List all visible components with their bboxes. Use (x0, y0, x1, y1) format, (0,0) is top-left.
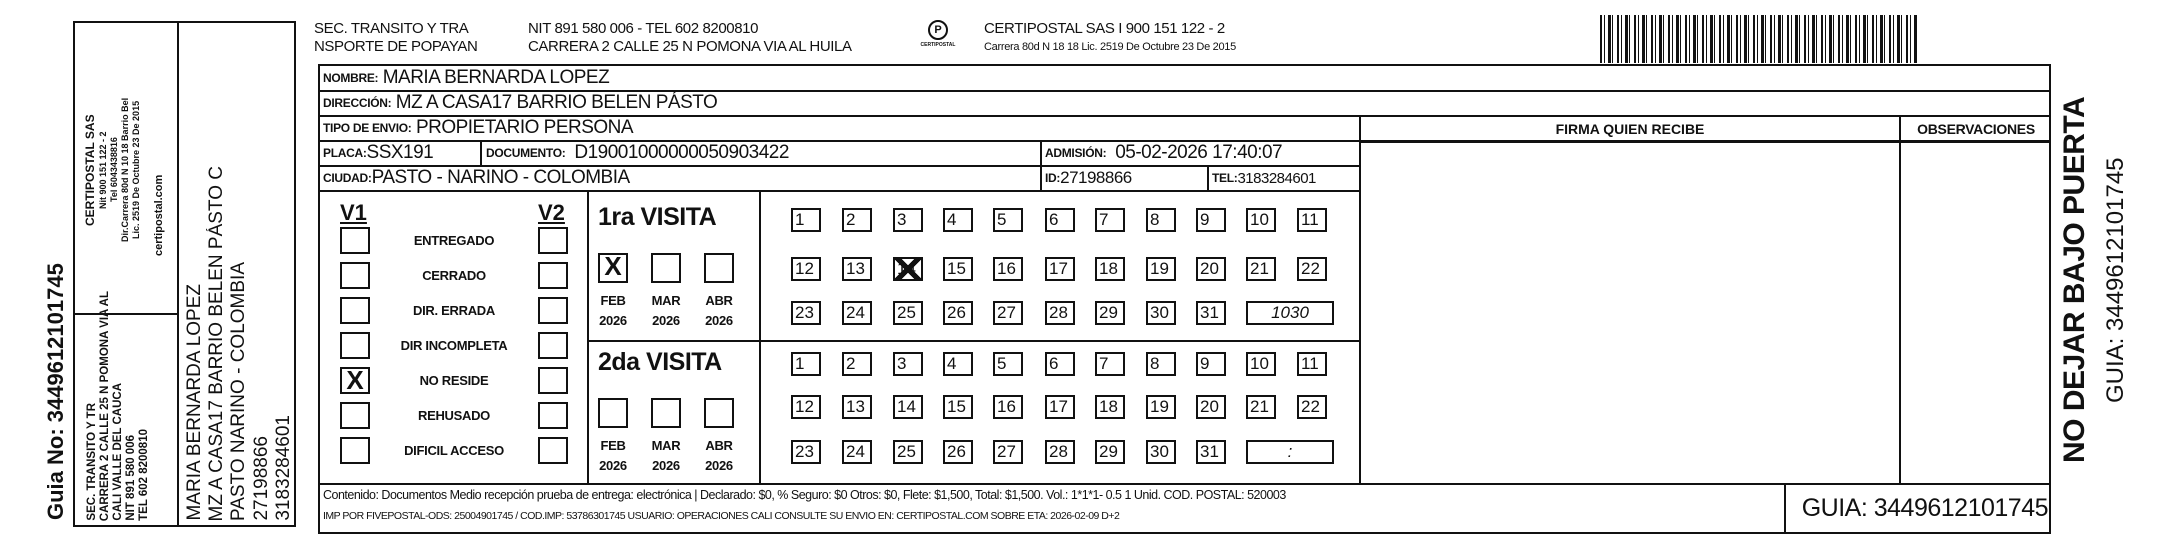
day-cell[interactable]: 27 (993, 440, 1023, 464)
stub-sender-divider (73, 313, 178, 315)
ciudad-value: PASTO - NARINO - COLOMBIA (371, 167, 630, 188)
documento-value: D19001000000050903422 (574, 142, 789, 163)
stub-company-line: Dir.Carrera 80d N 10 18 Barrio Bel (120, 97, 130, 243)
visit-time-field[interactable]: 1030 (1246, 301, 1334, 325)
day-cell[interactable]: 26 (943, 440, 973, 464)
sender-name-line2: NSPORTE DE POPAYAN (314, 38, 478, 55)
month-checkbox[interactable] (598, 398, 628, 428)
day-cell[interactable]: 13 (842, 395, 872, 419)
month-checkbox[interactable]: X (598, 253, 628, 283)
id-value: 27198866 (1060, 168, 1132, 187)
certipostal-logo (918, 20, 958, 54)
day-cell[interactable]: 30 (1146, 301, 1176, 325)
day-cell[interactable]: 20 (1196, 395, 1226, 419)
tipo-row (323, 116, 633, 140)
stub-recipient-line: 27198866 (251, 436, 272, 521)
day-cell[interactable]: 28 (1045, 301, 1075, 325)
status-label: REHUSADO (418, 408, 490, 423)
day-cell[interactable]: 17 (1045, 257, 1075, 281)
day-cell[interactable]: 8 (1146, 352, 1176, 376)
day-cell[interactable]: 5 (993, 352, 1023, 376)
month-label: MAR (651, 293, 681, 308)
tel-value: 3183284601 (1237, 169, 1316, 187)
v1-header: V1 (340, 200, 367, 225)
month-checkbox[interactable] (704, 398, 734, 428)
sender-name-line1: SEC. TRANSITO Y TRA (314, 20, 469, 37)
v1-checkbox[interactable] (340, 402, 370, 429)
admision-divider (1040, 140, 1042, 190)
day-cell[interactable]: 25 (893, 440, 923, 464)
day-cell[interactable]: 18 (1095, 257, 1125, 281)
documento-label: DOCUMENTO: (486, 146, 566, 160)
firma-left-border (1359, 115, 1361, 484)
footer-line (318, 483, 2051, 485)
month-year: 2026 (599, 313, 627, 328)
day-cell[interactable]: 16 (993, 395, 1023, 419)
v2-checkbox[interactable] (538, 332, 568, 359)
v1-checkbox[interactable] (340, 227, 370, 254)
day-cell[interactable]: 4 (943, 352, 973, 376)
month-year: 2026 (652, 313, 680, 328)
v2-checkbox[interactable] (538, 297, 568, 324)
v1-checkbox[interactable]: X (340, 367, 370, 394)
day-cell[interactable]: 25 (893, 301, 923, 325)
v2-header: V2 (538, 200, 565, 225)
barcode (1600, 15, 1918, 63)
stub-website: certipostal.com (153, 174, 165, 256)
status-label: DIR. ERRADA (413, 303, 495, 318)
day-cell[interactable]: 14 (893, 257, 923, 281)
day-cell[interactable]: 29 (1095, 301, 1125, 325)
day-cell[interactable]: 2 (842, 208, 872, 232)
admision-value: 05-02-2026 17:40:07 (1115, 142, 1283, 163)
day-cell[interactable]: 10 (1246, 352, 1276, 376)
id-label: ID: (1045, 171, 1061, 185)
month-checkbox[interactable] (704, 253, 734, 283)
v1-checkbox[interactable] (340, 262, 370, 289)
guia-box-divider (1784, 483, 1786, 534)
stub-sender-line: CARRERA 2 CALLE 25 N POMONA VIA AL (99, 290, 111, 521)
v2-checkbox[interactable] (538, 402, 568, 429)
admision-label: ADMISIÓN: (1045, 146, 1107, 160)
day-cell[interactable]: 5 (993, 208, 1023, 232)
nombre-row (323, 66, 609, 90)
stub-recipient-line: MZ A CASA17 BARRIO BELEN PÁSTO C (206, 165, 227, 521)
day-cell[interactable]: 4 (943, 208, 973, 232)
firma-label: FIRMA QUIEN RECIBE (1555, 121, 1705, 137)
observaciones-label: OBSERVACIONES (1917, 121, 2035, 137)
day-cell[interactable]: 15 (943, 395, 973, 419)
stub-company-line: Tel 6043438816 (109, 137, 119, 203)
day-cell[interactable]: 21 (1246, 395, 1276, 419)
tel-field (1212, 166, 1316, 190)
stub-recipient-line: MARIA BERNARDA LOPEZ (184, 284, 205, 521)
direccion-value: MZ A CASA17 BARRIO BELEN PÁSTO (395, 92, 718, 113)
month-label: FEB (600, 293, 626, 308)
side-guia: GUIA: 3449612101745 (2102, 157, 2129, 403)
direccion-label: DIRECCIÓN: (323, 96, 392, 110)
logo-circle-icon: P (928, 20, 948, 40)
day-cell[interactable]: 6 (1045, 208, 1075, 232)
day-cell[interactable]: 23 (791, 301, 821, 325)
month-label: FEB (600, 438, 626, 453)
stub-sender-line: TEL 602 8200810 (138, 429, 150, 521)
day-cell[interactable]: 21 (1246, 257, 1276, 281)
day-cell[interactable]: 27 (993, 301, 1023, 325)
admision-field (1045, 141, 1282, 165)
day-cell[interactable]: 20 (1196, 257, 1226, 281)
day-cell[interactable]: 7 (1095, 352, 1125, 376)
v1-checkbox[interactable] (340, 297, 370, 324)
day-cell[interactable]: 30 (1146, 440, 1176, 464)
obs-left-border (1899, 115, 1901, 484)
day-cell[interactable]: 26 (943, 301, 973, 325)
day-cell[interactable]: 12 (791, 257, 821, 281)
guia-number-vertical: Guia No: 3449612101745 (43, 263, 68, 520)
tel-divider (1207, 165, 1209, 190)
tipo-value: PROPIETARIO PERSONA (415, 117, 634, 138)
v2-checkbox[interactable] (538, 227, 568, 254)
v1-checkbox[interactable] (340, 332, 370, 359)
visit-time-field[interactable]: : (1246, 440, 1334, 464)
v2-checkbox[interactable] (538, 367, 568, 394)
day-cell[interactable]: 15 (943, 257, 973, 281)
month-checkbox[interactable] (651, 253, 681, 283)
firma-header-line (1359, 141, 2051, 143)
v1-checkbox[interactable] (340, 437, 370, 464)
status-label: NO RESIDE (419, 373, 489, 388)
no-dejar-warning: NO DEJAR BAJO PUERTA (2058, 96, 2091, 464)
month-year: 2026 (705, 313, 733, 328)
day-cell[interactable]: 8 (1146, 208, 1176, 232)
month-year: 2026 (652, 458, 680, 473)
day-cell[interactable]: 11 (1297, 352, 1327, 376)
tipo-label: TIPO DE ENVIO: (323, 121, 412, 135)
day-cell[interactable]: 9 (1196, 352, 1226, 376)
month-label: MAR (651, 438, 681, 453)
month-year: 2026 (705, 458, 733, 473)
id-field (1045, 166, 1132, 190)
day-cell[interactable]: 3 (893, 352, 923, 376)
visit-title: 1ra VISITA (598, 203, 717, 231)
contenido-text: Contenido: Documentos Medio recepción prueba de entrega: electrónica | Declarado: $0, % Seguro: $0 Otros: $0, Flete: $1,500, Total: $1,500. Vol.: 1*1*1- 0.5 1 Unid. COD. POSTAL: 520003 (323, 488, 1286, 502)
tel-label: TEL: (1212, 171, 1238, 185)
month-checkbox[interactable] (651, 398, 681, 428)
month-label: ABR (705, 293, 733, 308)
status-label: DIR INCOMPLETA (400, 338, 508, 353)
visit-divider (587, 340, 1360, 342)
day-cell[interactable]: 6 (1045, 352, 1075, 376)
status-label: DIFICIL ACCESO (404, 443, 504, 458)
visit-title: 2da VISITA (598, 348, 722, 376)
month-year: 2026 (599, 458, 627, 473)
month-label: ABR (705, 438, 733, 453)
stub-company-line: CERTIPOSTAL SAS (83, 114, 97, 226)
status-divider (587, 190, 589, 484)
day-cell[interactable]: 31 (1196, 301, 1226, 325)
day-cell[interactable]: 29 (1095, 440, 1125, 464)
stub-recipient-line: PASTO NARINO - COLOMBIA (228, 261, 249, 521)
day-cell[interactable]: 13 (842, 257, 872, 281)
documento-field (486, 141, 789, 165)
imp-text: IMP POR FIVEPOSTAL-ODS: 25004901745 / COD.IMP: 53786301745 USUARIO: OPERACIONES CALI CONSULTE SU ENVIO EN: CERTIPOSTAL.COM SOBRE ETA: 2026-02-09 D+2 (323, 510, 1120, 522)
day-cell[interactable]: 14 (893, 395, 923, 419)
day-cell[interactable]: 16 (993, 257, 1023, 281)
status-label: CERRADO (422, 268, 486, 283)
day-cell[interactable]: 7 (1095, 208, 1125, 232)
company-line: CERTIPOSTAL SAS I 900 151 122 - 2 (984, 20, 1225, 37)
day-cell[interactable]: 9 (1196, 208, 1226, 232)
day-cell[interactable]: 28 (1045, 440, 1075, 464)
day-cell[interactable]: 10 (1246, 208, 1276, 232)
day-cell[interactable]: 3 (893, 208, 923, 232)
ciudad-field (323, 166, 630, 190)
status-label: ENTREGADO (413, 233, 495, 248)
day-cell[interactable]: 23 (791, 440, 821, 464)
day-cell[interactable]: 31 (1196, 440, 1226, 464)
day-cell[interactable]: 19 (1146, 395, 1176, 419)
day-cell[interactable]: 11 (1297, 208, 1327, 232)
v2-checkbox[interactable] (538, 437, 568, 464)
day-cell[interactable]: 2 (842, 352, 872, 376)
sender-nit: NIT 891 580 006 - TEL 602 8200810 (528, 20, 759, 37)
placa-field (323, 141, 433, 165)
placa-label: PLACA: (323, 146, 367, 160)
day-cell[interactable]: 12 (791, 395, 821, 419)
signature-area[interactable] (1362, 144, 1898, 482)
placa-divider (480, 140, 482, 165)
day-cell[interactable]: 19 (1146, 257, 1176, 281)
stub-sender-line: SEC. TRANSITO Y TR (86, 403, 98, 521)
nombre-label: NOMBRE: (323, 71, 379, 85)
logo-text: CERTIPOSTAL (920, 42, 956, 48)
stub-sender-line: CALI VALLE DEL CAUCA (112, 383, 124, 521)
day-cell[interactable]: 24 (842, 440, 872, 464)
day-cell[interactable]: 1 (791, 208, 821, 232)
day-cell[interactable]: 17 (1045, 395, 1075, 419)
day-cell[interactable]: 1 (791, 352, 821, 376)
day-cell[interactable]: 22 (1297, 257, 1327, 281)
ciudad-label: CIUDAD: (323, 171, 372, 185)
stub-company-line: Lic. 2519 De Octubre 23 De 2015 (131, 100, 141, 240)
nombre-value: MARIA BERNARDA LOPEZ (382, 67, 610, 88)
v2-checkbox[interactable] (538, 262, 568, 289)
day-cell[interactable]: 24 (842, 301, 872, 325)
sender-address: CARRERA 2 CALLE 25 N POMONA VIA AL HUILA (528, 38, 852, 55)
placa-value: SSX191 (366, 142, 434, 163)
day-cell[interactable]: 18 (1095, 395, 1125, 419)
stub-company-line: Nit 900 151 122 - 2 (98, 131, 108, 209)
day-cell[interactable]: 22 (1297, 395, 1327, 419)
stub-recipient-line: 3183284601 (273, 415, 294, 521)
stub-divider (177, 21, 179, 527)
company-sub: Carrera 80d N 18 18 Lic. 2519 De Octubre 23 De 2015 (984, 41, 1236, 53)
row-line (318, 190, 1360, 192)
direccion-row (323, 91, 717, 115)
footer-guia: GUIA: 3449612101745 (1801, 494, 2048, 522)
month-divider (759, 190, 761, 484)
stub-sender-line: NIT 891 580 006 (125, 435, 137, 521)
observaciones-area[interactable] (1902, 144, 2049, 482)
